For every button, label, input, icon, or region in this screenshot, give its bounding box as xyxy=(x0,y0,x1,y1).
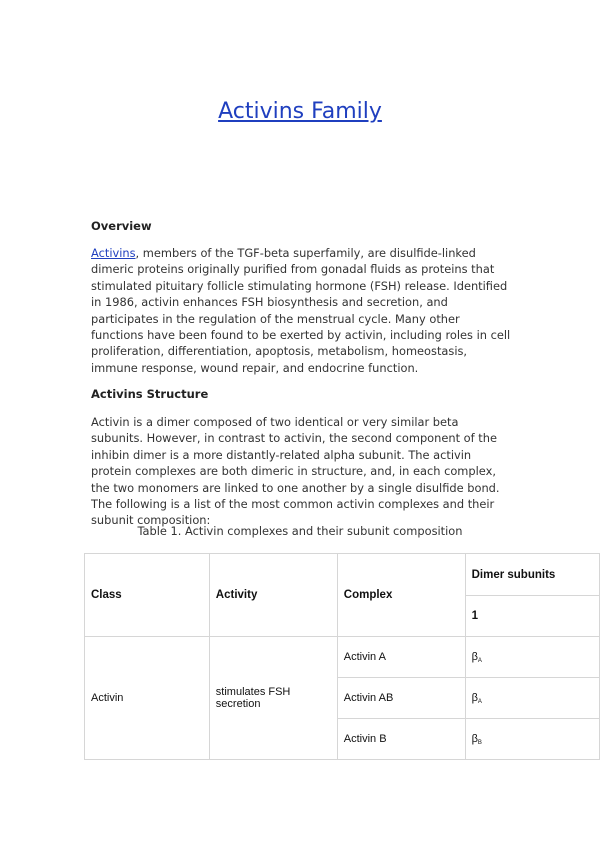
structure-paragraph: Activin is a dimer composed of two identical or very similar beta subunits. However, in contrast to activin, the second component of the inhibin dimer is a more distantly-related alpha subunit. The activin protein complexes are both dimeric in structure, and, in each complex, the two monomers are linked to one another by a single disulfide bond. The following is a list of the most common activin complexes and their subunit composition: xyxy=(91,415,500,528)
overview-heading: Overview xyxy=(91,219,152,233)
cell-subunit: $\beta_A$ xyxy=(465,637,599,678)
page-title-link[interactable]: Activins Family xyxy=(218,99,382,124)
activins-link[interactable]: Activins xyxy=(91,246,136,260)
cell-class: Activin xyxy=(85,637,210,760)
cell-complex: Activin B xyxy=(337,719,465,760)
header-activity: Activity xyxy=(209,554,337,637)
header-complex: Complex xyxy=(337,554,465,637)
cell-complex: Activin A xyxy=(337,637,465,678)
page-title xyxy=(0,99,600,124)
header-subunit-1: 1 xyxy=(465,596,599,637)
table-caption: Table 1. Activin complexes and their subunit composition xyxy=(137,524,463,538)
activin-table xyxy=(84,553,600,760)
header-dimer-subunits: Dimer subunits xyxy=(465,554,599,596)
overview-paragraph xyxy=(91,245,511,376)
cell-activity: stimulates FSH secretion xyxy=(209,637,337,760)
header-class: Class xyxy=(85,554,210,637)
cell-complex: Activin AB xyxy=(337,678,465,719)
structure-heading: Activins Structure xyxy=(91,387,209,401)
cell-subunit: $\beta_A$ xyxy=(465,678,599,719)
cell-subunit: $\beta_B$ xyxy=(465,719,599,760)
overview-text: , members of the TGF-beta superfamily, are disulfide-linked dimeric proteins originally purified from gonadal fluids as proteins that stimulated pituitary follicle stimulating hormone (FSH) release. Identified in 1986, activin enhances FSH biosynthesis and secretion, and participates in the regulation of the menstrual cycle. Many other functions have been found to be exerted by activin, including roles in cell proliferation, differentiation, apoptosis, metabolism, homeostasis, immune response, wound repair, and endocrine function. xyxy=(91,246,511,375)
